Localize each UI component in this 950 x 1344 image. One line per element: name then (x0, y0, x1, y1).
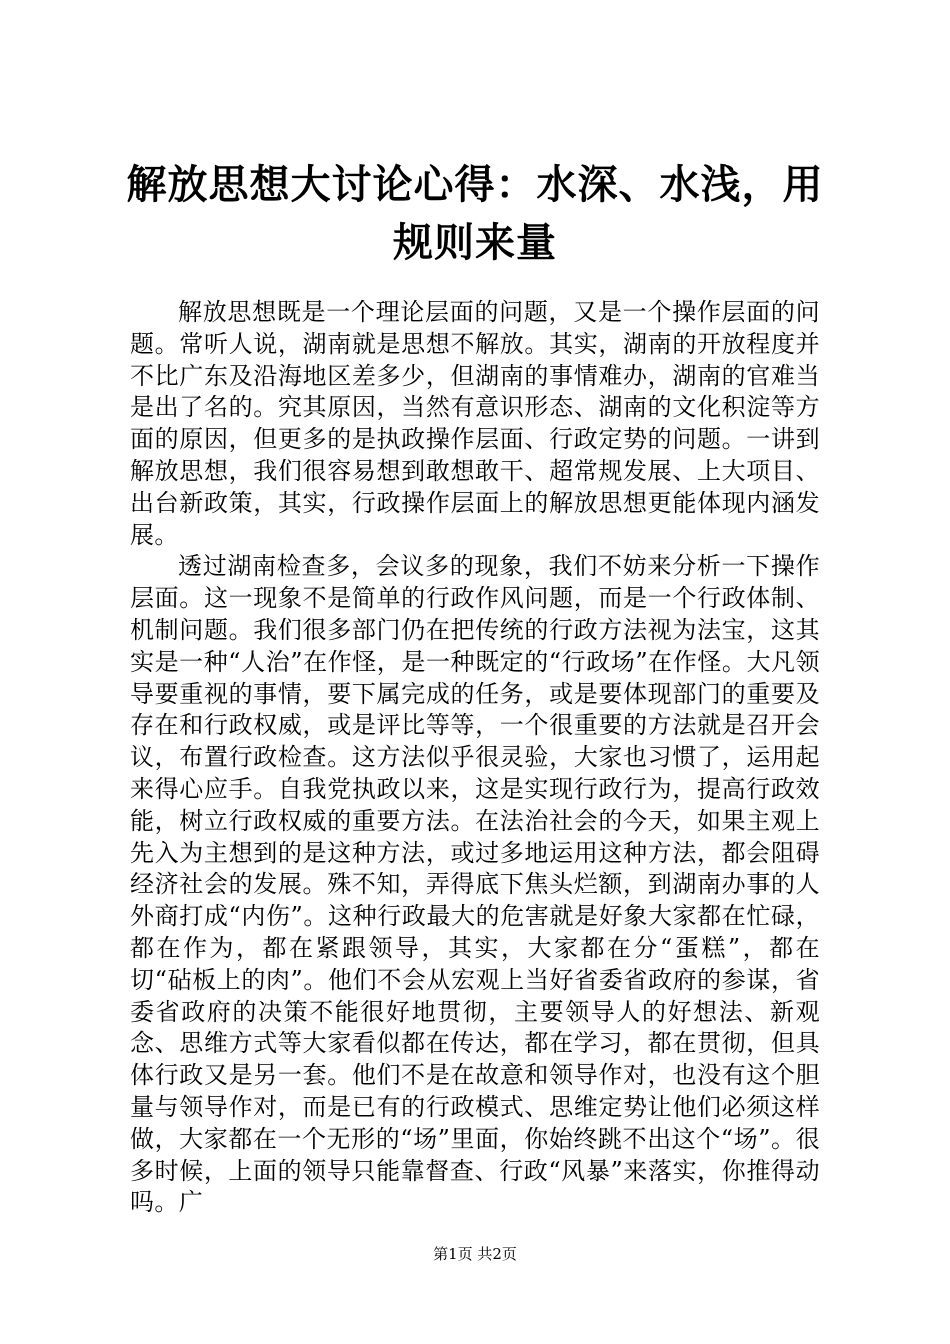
document-title: 解放思想大讨论心得：水深、水浅，用规则来量 (126, 161, 824, 266)
paragraph-1: 解放思想既是一个理论层面的问题，又是一个操作层面的问题。常听人说，湖南就是思想不解放。其实，湖南的开放程度并不比广东及沿海地区差多少，但湖南的事情难办，湖南的官难当是出了名的。究其原因，当然有意识形态、湖南的文化积淀等方面的原因，但更多的是执政操作层面、行政定势的问题。一讲到解放思想，我们很容易想到敢想敢干、超常规发展、上大项目、出台新政策，其实，行政操作层面上的解放思想更能体现内涵发展。 (130, 298, 820, 549)
document-body (130, 297, 820, 1219)
page-number-footer: 第1页 共2页 (433, 1245, 517, 1263)
paragraph-2: 透过湖南检查多，会议多的现象，我们不妨来分析一下操作层面。这一现象不是简单的行政作风问题，而是一个行政体制、机制问题。我们很多部门仍在把传统的行政方法视为法宝，这其实是一种“人治”在作怪，是一种既定的“行政场”在作怪。大凡领导要重视的事情，要下属完成的任务，或是要体现部门的重要及存在和行政权威，或是评比等等，一个很重要的方法就是召开会议，布置行政检查。这方法似乎很灵验，大家也习惯了，运用起来得心应手。自我党执政以来，这是实现行政行为，提高行政效能，树立行政权威的重要方法。在法治社会的今天，如果主观上先入为主想到的是这种方法，或过多地运用这种方法，都会阻碍经济社会的发展。殊不知，弄得底下焦头烂额，到湖南办事的人外商打成“内伤”。这种行政最大的危害就是好象大家都在忙碌，都在作为，都在紧跟领导，其实，大家都在分“蛋糕”，都在切“砧板上的肉”。他们不会从宏观上当好省委省政府的参谋，省委省政府的决策不能很好地贯彻，主要领导人的好想法、新观念、思维方式等大家看似都在传达，都在学习，都在贯彻，但具体行政又是另一套。他们不是在故意和领导作对，也没有这个胆量与领导作对，而是已有的行政模式、思维定势让他们必须这样做，大家都在一个无形的“场”里面，你始终跳不出这个“场”。很多时候，上面的领导只能靠督查、行政“风暴”来落实，你推得动吗。广 (130, 552, 820, 1217)
